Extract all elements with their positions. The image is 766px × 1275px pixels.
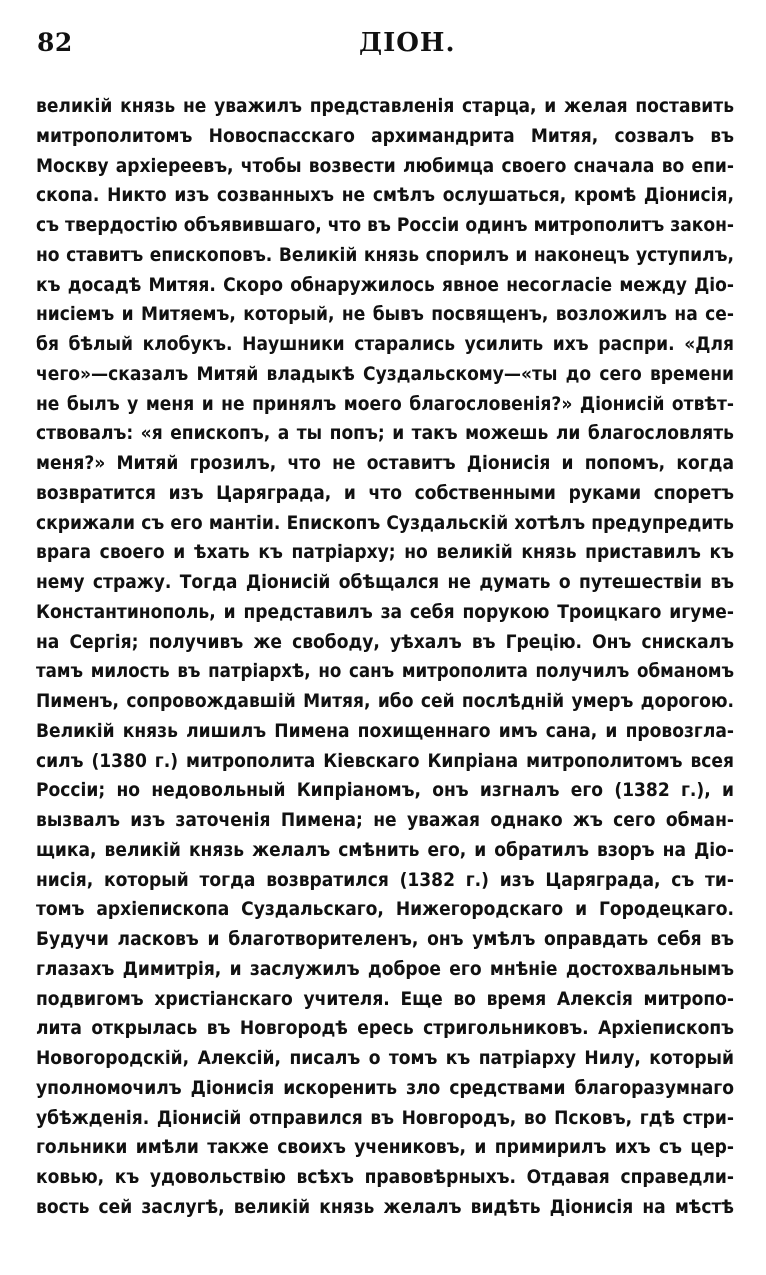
text-line: уполномочилъ Діонисія искоренить зло средствами благоразумнаго — [36, 1076, 734, 1099]
page-header — [37, 28, 729, 68]
text-line: врага своего и ѣхать къ патріарху; но великій князь приставилъ къ — [36, 541, 734, 564]
text-line: томъ архіепископа Суздальскаго, Нижегородскаго и Городецкаго. — [36, 898, 734, 921]
text-line: Новогородскій, Алексій, писалъ о томъ къ патріарху Нилу, который — [36, 1047, 734, 1069]
text-line: скопа. Никто изъ созванныхъ не смѣлъ ослушаться, кромѣ Діонисія, — [36, 184, 734, 207]
text-line: скрижали съ его мантіи. Епископъ Суздальскій хотѣлъ предупредить — [36, 511, 734, 534]
text-line: щика, великій князь желалъ смѣнить его, и обратилъ взоръ на Діо- — [36, 838, 734, 861]
text-line: съ твердостію объявившаго, что въ Россіи одинъ митрополитъ закон- — [36, 214, 734, 236]
text-line: тамъ милость въ патріархѣ, но санъ митрополита получилъ обманомъ — [36, 661, 734, 683]
text-line: нисія, который тогда возвратился (1382 г.) изъ Царяграда, съ ти- — [36, 868, 734, 891]
text-line: глазахъ Димитрія, и заслужилъ доброе его мнѣніе достохвальнымъ — [36, 957, 734, 980]
text-line: на Сергія; получивъ же свободу, уѣхалъ въ Грецію. Онъ снискалъ — [36, 630, 734, 653]
text-line: Будучи ласковъ и благотворителенъ, онъ умѣлъ оправдать себя въ — [36, 928, 734, 950]
text-line: вость сей заслугѣ, великій князь желалъ видѣть Діонисія на мѣстѣ — [36, 1195, 734, 1218]
text-line: Пименъ, сопровождавшій Митяя, ибо сей послѣдній умеръ дорогою. — [36, 690, 734, 712]
text-line: Россіи; но недовольный Кипріаномъ, онъ изгналъ его (1382 г.), и — [36, 779, 734, 802]
text-line: митрополитомъ Новоспасскаго архимандрита Митяя, созвалъ въ — [36, 124, 734, 147]
text-line: не былъ у меня и не принялъ моего благословенія?» Діонисій отвѣт- — [36, 392, 734, 415]
text-line: но ставитъ епископовъ. Великій князь спорилъ и наконецъ уступилъ, — [36, 243, 734, 266]
text-line: лита открылась въ Новгородѣ ересь стригольниковъ. Архіепископъ — [36, 1017, 734, 1040]
text-line: нему стражу. Тогда Діонисій обѣщался не думать о путешествіи въ — [36, 571, 734, 593]
text-line: чего»—сказалъ Митяй владыкѣ Суздальскому—«ты до сего времени — [36, 362, 734, 385]
text-line: силъ (1380 г.) митрополита Кіевскаго Кипріана митрополитомъ всея — [36, 749, 734, 772]
text-line: подвигомъ христіанскаго учителя. Еще во время Алексія митропо- — [36, 987, 734, 1010]
text-line: вызвалъ изъ заточенія Пимена; не уважая однако жъ сего обман- — [36, 809, 734, 831]
text-line: нисіемъ и Митяемъ, который, не бывъ посвященъ, возложилъ на се- — [36, 303, 734, 326]
text-line: ствовалъ: «я епископъ, а ты попъ; и такъ можешь ли благословлять — [36, 422, 734, 445]
text-line: къ досадѣ Митяя. Скоро обнаружилось явное несогласіе между Діо- — [36, 273, 734, 296]
text-line: Константинополь, и представилъ за себя порукою Троицкаго игуме- — [36, 600, 734, 623]
text-line: Москву архіереевъ, чтобы возвести любимца своего сначала во епи- — [36, 154, 734, 177]
text-line: возвратится изъ Царяграда, и что собственными руками споретъ — [36, 481, 734, 504]
text-line: меня?» Митяй грозилъ, что не оставитъ Діонисія и попомъ, когда — [36, 452, 734, 474]
text-line: бя бѣлый клобукъ. Наушники старались усилить ихъ распри. «Для — [36, 333, 734, 355]
running-title: ДІОН. — [359, 28, 456, 58]
text-line: убѣжденія. Діонисій отправился въ Новгородъ, во Псковъ, гдѣ стри- — [36, 1106, 734, 1129]
text-line: великій князь не уважилъ представленія старца, и желая поставить — [36, 95, 734, 117]
page-number: 82 — [37, 28, 73, 57]
text-line: ковью, къ удовольствію всѣхъ правовѣрныхъ. Отдавая справедли- — [36, 1166, 734, 1188]
body-text — [36, 92, 734, 1223]
text-line: гольники имѣли также своихъ учениковъ, и примирилъ ихъ съ цер- — [36, 1136, 734, 1159]
text-line: Великій князь лишилъ Пимена похищеннаго имъ сана, и провозгла- — [36, 719, 734, 742]
